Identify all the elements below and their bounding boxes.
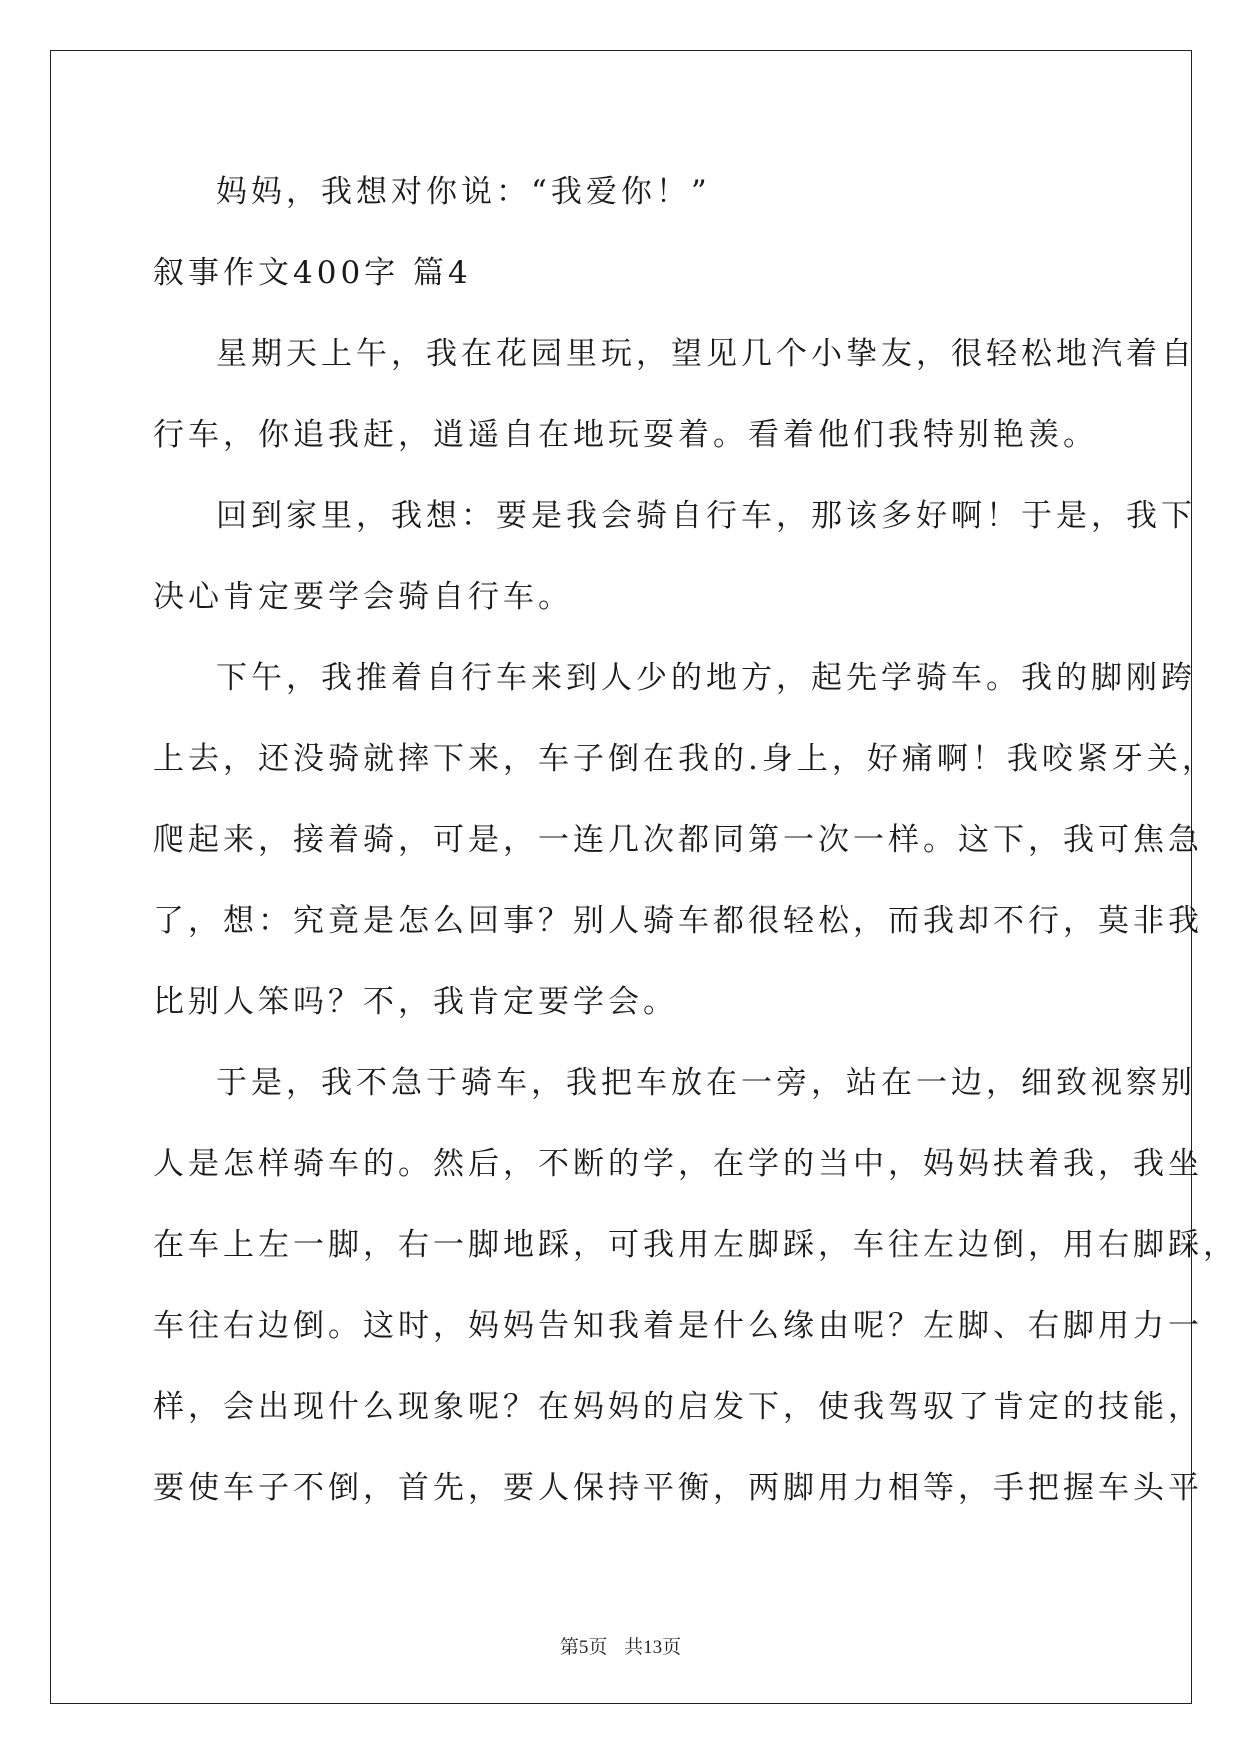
paragraph-line: 了，想：究竟是怎么回事？别人骑车都很轻松，而我却不行，莫非我 [153,903,1203,939]
paragraph-line: 比别人笨吗？不，我肯定要学会。 [153,984,678,1020]
paragraph-line: 于是，我不急于骑车，我把车放在一旁，站在一边，细致视察别 [216,1065,1196,1101]
page-border [50,50,1192,1704]
section-heading: 叙事作文400字 篇4 [153,255,472,291]
paragraph-line: 在车上左一脚，右一脚地踩，可我用左脚踩，车往左边倒，用右脚踩， [153,1227,1238,1263]
paragraph-line: 下午，我推着自行车来到人少的地方，起先学骑车。我的脚刚跨 [216,660,1196,696]
page-footer [0,1632,1241,1659]
paragraph-line: 妈妈，我想对你说：“我爱你！” [216,174,711,210]
paragraph-line: 上去，还没骑就摔下来，车子倒在我的.身上，好痛啊！我咬紧牙关， [153,741,1217,777]
paragraph-line: 车往右边倒。这时，妈妈告知我着是什么缘由呢？左脚、右脚用力一 [153,1308,1203,1344]
page-number: 第5页 [559,1637,608,1658]
paragraph-line: 回到家里，我想：要是我会骑自行车，那该多好啊！于是，我下 [216,498,1196,534]
page-total: 共13页 [624,1637,682,1658]
paragraph-line: 决心肯定要学会骑自行车。 [153,579,573,615]
paragraph-line: 要使车子不倒，首先，要人保持平衡，两脚用力相等，手把握车头平 [153,1470,1203,1506]
paragraph-line: 星期天上午，我在花园里玩，望见几个小挚友，很轻松地汽着自 [216,336,1196,372]
paragraph-line: 人是怎样骑车的。然后，不断的学，在学的当中，妈妈扶着我，我坐 [153,1146,1203,1182]
paragraph-line: 爬起来，接着骑，可是，一连几次都同第一次一样。这下，我可焦急 [153,822,1203,858]
paragraph-line: 样，会出现什么现象呢？在妈妈的启发下，使我驾驭了肯定的技能， [153,1389,1203,1425]
paragraph-line: 行车，你追我赶，逍遥自在地玩耍着。看着他们我特别艳羡。 [153,417,1098,453]
